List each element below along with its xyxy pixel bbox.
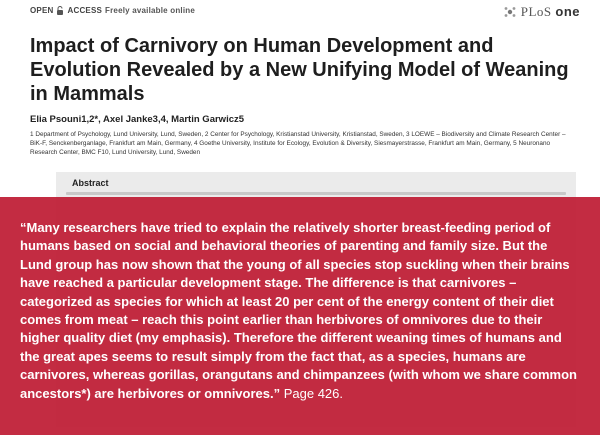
journal-name: PLoS one: [520, 4, 580, 19]
freely-available-label: Freely available online: [105, 6, 196, 15]
open-lock-icon: [56, 6, 64, 15]
affiliations: 1 Department of Psychology, Lund University, Lund, Sweden, 2 Center for Psychology, Kristianstad University, Kristianstad, Sweden, 3 LOEWE – Biodiversity and Climate Research Center – BiK-F, Senckenberganlage, Frankfurt am Main, Germany, 4 Goethe University, Institute for Ecology, Evolution & Diversity, Siesmayerstrasse, Frankfurt am Main, Germany, 5 Neuronano Research Center, BMC F10, Lund University, Lund, Sweden: [30, 131, 566, 156]
plos-logo-icon: [503, 5, 517, 19]
open-access-banner: [30, 6, 195, 15]
quote-overlay: [0, 197, 600, 435]
article-title: Impact of Carnivory on Human Development and Evolution Revealed by a New Unifying Model of Weaning in Mammals: [30, 35, 569, 105]
open-access-label: OPEN: [30, 6, 54, 15]
author-list: Elia Psouni1,2*, Axel Janke3,4, Martin Garwicz5: [30, 114, 245, 125]
access-label: ACCESS: [67, 6, 103, 15]
abstract-heading: Abstract: [72, 178, 109, 188]
abstract-text-line: [66, 192, 566, 195]
quote-text: [20, 219, 580, 403]
page-reference: Page 426.: [283, 385, 344, 401]
quote-body: “Many researchers have tried to explain the relatively shorter breast-feeding period of humans based on social and behavioral theories of parenting and family size. But the Lund group has now shown that the young of all species stop suckling when their brains have reached a particular development stage. The difference is that carnivores – categorized as species for which at least 20 per cent of the energy content of their diet comes from meat – reach this point earlier than herbivores of omnivores due to their higher quality diet (my emphasis). Therefore the different weaning times of humans and the great apes seems to result simply from the fact that, as a species, humans are carnivores, whereas gorillas, orangutans and chimpanzees (with whom we share common ancestors*) are herbivores or omnivores.”: [20, 220, 577, 401]
journal-logo: [503, 4, 580, 20]
journal-header: [30, 6, 580, 20]
